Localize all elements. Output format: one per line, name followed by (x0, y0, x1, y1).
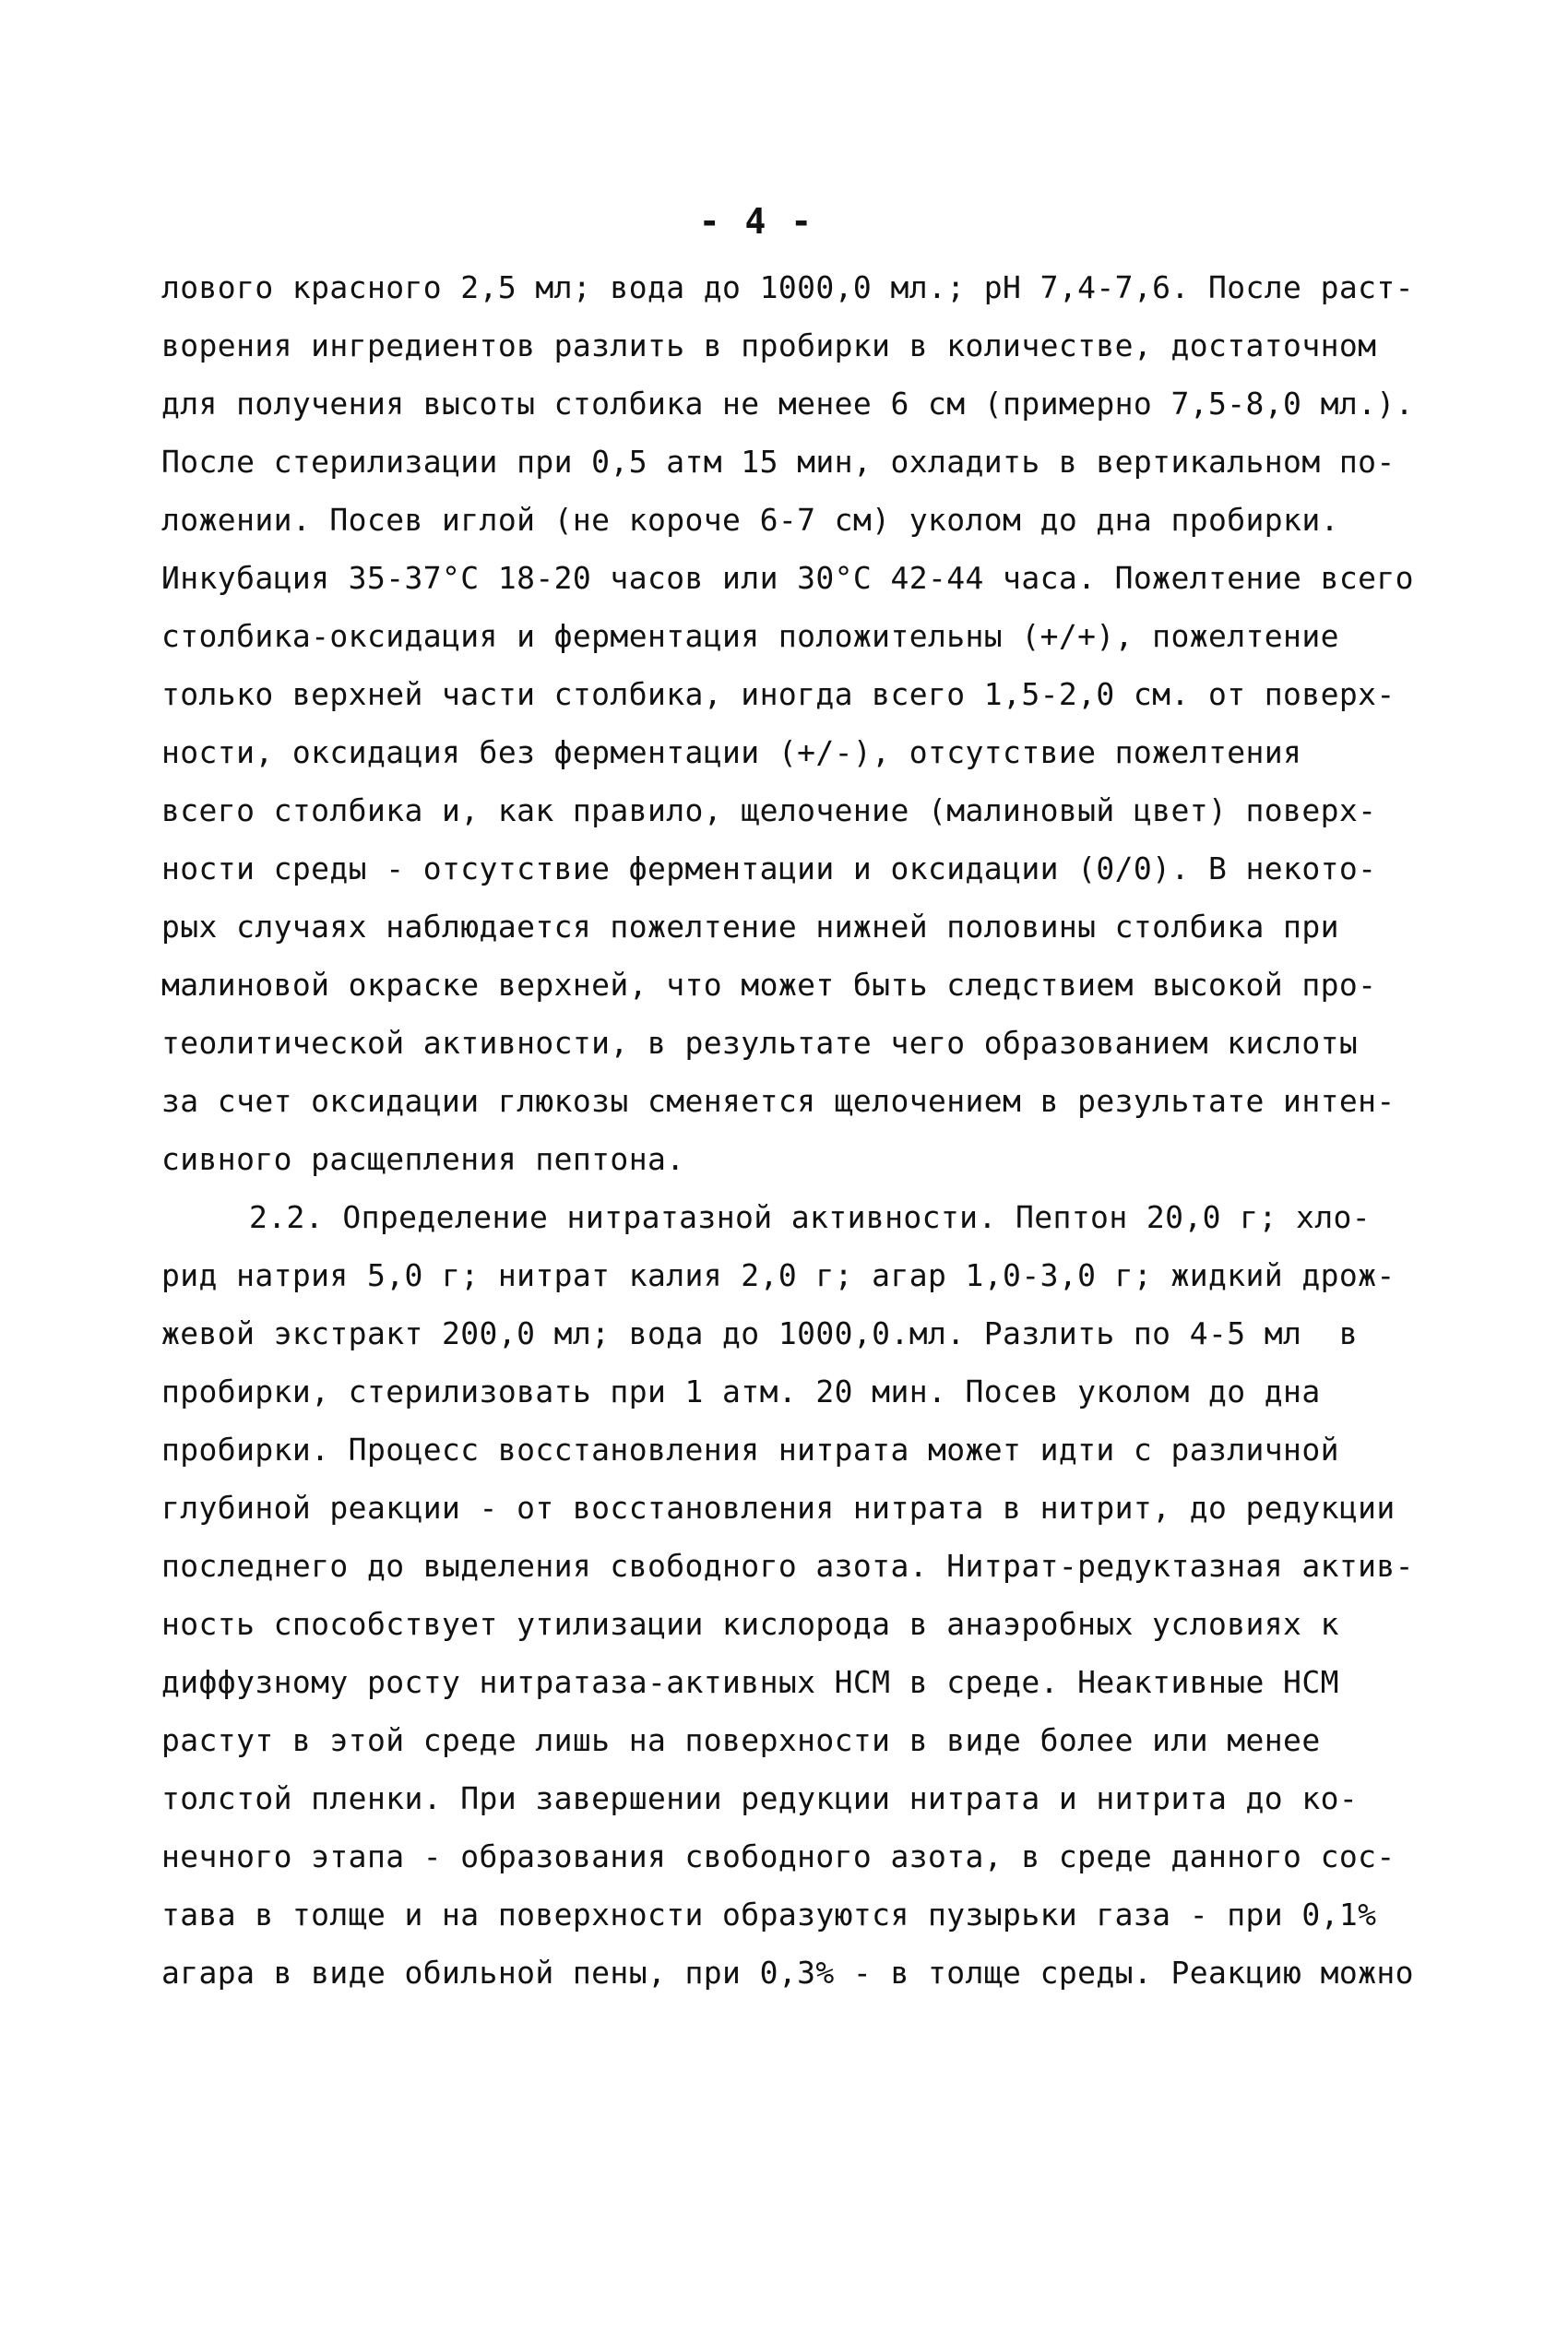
text-line: агара в виде обильной пены, при 0,3% - в толще среды. Реакцию можно (161, 1955, 1414, 1991)
text-line: рых случаях наблюдается пожелтение нижней половины столбика при (161, 909, 1339, 945)
text-line: малиновой окраске верхней, что может быть следствием высокой про- (161, 967, 1377, 1003)
text-line: для получения высоты столбика не менее 6 см (примерно 7,5-8,0 мл.). (161, 386, 1414, 422)
text-line: последнего до выделения свободного азота. Нитрат-редуктазная актив- (161, 1548, 1414, 1584)
text-line: тава в толще и на поверхности образуются пузырьки газа - при 0,1% (161, 1897, 1377, 1933)
text-line: ности среды - отсутствие ферментации и оксидации (0/0). В некото- (161, 850, 1377, 886)
text-line: 2.2. Определение нитратазной активности. Пептон 20,0 г; хло- (249, 1199, 1372, 1235)
text-line: После стерилизации при 0,5 атм 15 мин, охладить в вертикальном по- (161, 444, 1396, 480)
text-line: толстой пленки. При завершении редукции нитрата и нитрита до ко- (161, 1780, 1359, 1816)
text-line: жевой экстракт 200,0 мл; вода до 1000,0.мл. Разлить по 4-5 мл в (161, 1315, 1359, 1351)
page-number: - 4 - (698, 201, 814, 242)
paragraph (161, 258, 1471, 1188)
text-line: за счет оксидации глюкозы сменяется щелочением в результате интен- (161, 1083, 1396, 1119)
text-line: Инкубация 35-37°С 18-20 часов или 30°С 42-44 часа. Пожелтение всего (161, 560, 1414, 596)
text-line: сивного расщепления пептона. (161, 1141, 685, 1177)
text-line: растут в этой среде лишь на поверхности в виде более или менее (161, 1722, 1321, 1758)
text-line: глубиной реакции - от восстановления нитрата в нитрит, до редукции (161, 1490, 1396, 1526)
text-line: только верхней части столбика, иногда всего 1,5-2,0 см. от поверх- (161, 676, 1396, 712)
text-line: ность способствует утилизации кислорода в анаэробных условиях к (161, 1606, 1339, 1642)
text-line: нечного этапа - образования свободного азота, в среде данного сос- (161, 1838, 1396, 1874)
text-line: теолитической активности, в результате чего образованием кислоты (161, 1025, 1359, 1061)
paragraph (161, 1188, 1471, 2002)
text-line: пробирки, стерилизовать при 1 атм. 20 мин. Посев уколом до дна (161, 1374, 1321, 1409)
text-line: ложении. Посев иглой (не короче 6-7 см) уколом до дна пробирки. (161, 502, 1339, 538)
text-line: столбика-оксидация и ферментация положительны (+/+), пожелтение (161, 618, 1339, 654)
text-line: лового красного 2,5 мл; вода до 1000,0 мл.; рН 7,4-7,6. После раст- (161, 269, 1414, 305)
text-line: диффузному росту нитратаза-активных НСМ в среде. Неактивные НСМ (161, 1664, 1339, 1700)
body-text (161, 258, 1471, 2002)
text-line: ворения ингредиентов разлить в пробирки в количестве, достаточном (161, 327, 1377, 363)
text-line: рид натрия 5,0 г; нитрат калия 2,0 г; агар 1,0-3,0 г; жидкий дрож- (161, 1257, 1396, 1293)
text-line: всего столбика и, как правило, щелочение (малиновый цвет) поверх- (161, 792, 1377, 828)
text-line: пробирки. Процесс восстановления нитрата может идти с различной (161, 1432, 1339, 1468)
text-line: ности, оксидация без ферментации (+/-), отсутствие пожелтения (161, 734, 1302, 770)
